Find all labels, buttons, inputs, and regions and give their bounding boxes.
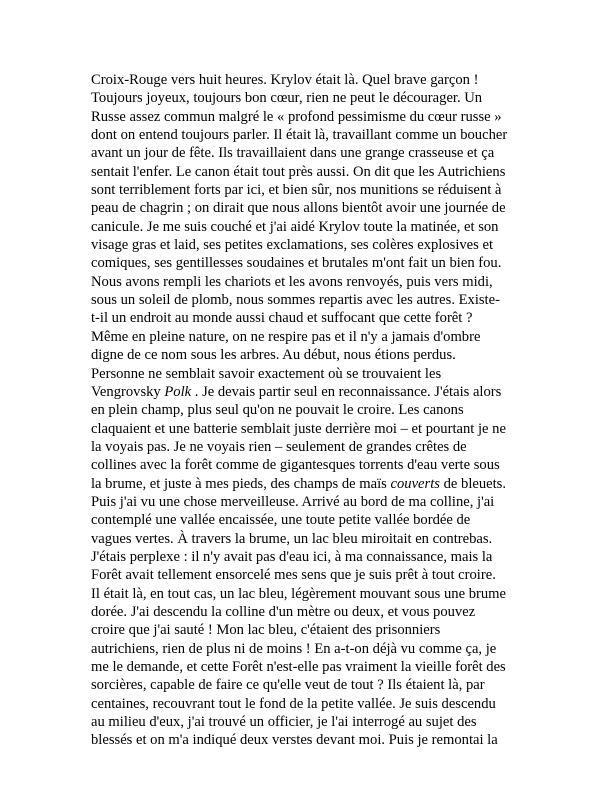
text-line: sous un soleil de plomb, nous sommes repartis avec les autres. Existe- bbox=[91, 292, 500, 309]
text-line: Croix-Rouge vers huit heures. Krylov était là. Quel brave garçon ! bbox=[91, 72, 479, 88]
text-line: Nous avons rempli les chariots et les avons renvoyés, puis vers midi, bbox=[91, 273, 493, 290]
text-line: croire que j'ai sauté ! Mon lac bleu, c'étaient des prisonniers bbox=[91, 622, 441, 639]
text-line: comiques, ses gentillesses soudaines et brutales m'ont fait un bien fou. bbox=[91, 255, 502, 272]
text-line: collines avec la forêt comme de gigantesques torrents d'eau verte sous bbox=[91, 457, 500, 474]
text-line: en plein champ, plus seul qu'on ne pouvait le croire. Les canons bbox=[91, 402, 464, 419]
text-line: la voyais pas. Je ne voyais rien – seulement de grandes crêtes de bbox=[91, 438, 467, 455]
text-line: canicule. Je me suis couché et j'ai aidé Krylov toute la matinée, et son bbox=[91, 218, 499, 235]
text-line: Forêt avait tellement ensorcelé mes sens que je suis prêt à tout croire. bbox=[91, 567, 496, 584]
text-line: Russe assez commun malgré le « profond pessimisme du cœur russe » bbox=[91, 108, 502, 125]
text-line: me le demande, et cette Forêt n'est-elle pas vraiment la vieille forêt des bbox=[91, 659, 506, 675]
text-line: J'étais perplexe : il n'y avait pas d'eau ici, à ma connaissance, mais la bbox=[91, 548, 493, 565]
text-line: t-il un endroit au monde aussi chaud et suffocant que cette forêt ? bbox=[91, 310, 473, 327]
text-line: peau de chagrin ; on dirait que nous allons bientôt avoir une journée de bbox=[91, 200, 506, 217]
text-line: Même en pleine nature, on ne respire pas et il n'y a jamais d'ombre bbox=[91, 328, 481, 345]
text-line: dont on entend toujours parler. Il était là, travaillant comme un boucher bbox=[91, 127, 508, 144]
text-line: digne de ce nom sous les arbres. Au début, nous étions perdus. bbox=[91, 347, 456, 364]
text-line: Puis j'ai vu une chose merveilleuse. Arrivé au bord de ma colline, j'ai bbox=[91, 493, 495, 510]
text-segment: Vengrovsky bbox=[91, 383, 165, 400]
text-segment: . Je devais partir seul en reconnaissance. J'étais alors bbox=[191, 383, 502, 400]
text-line: visage gras et laid, ses petites exclamations, ses colères explosives et bbox=[91, 237, 494, 254]
text-line: Personne ne semblait savoir exactement où se trouvaient les bbox=[91, 365, 442, 382]
italic-word: couverts bbox=[390, 475, 440, 492]
text-line: sont terriblement forts par ici, et bien sûr, nos munitions se réduisent à bbox=[91, 182, 502, 199]
text-line: Il était là, en tout cas, un lac bleu, légèrement mouvant sous une brume bbox=[91, 585, 506, 602]
text-line: dorée. J'ai descendu la colline d'un mètre ou deux, et vous pouvez bbox=[91, 603, 476, 620]
text-line: autrichiens, rien de plus ni de moins ! En a-t-on déjà vu comme ça, je bbox=[91, 640, 497, 657]
text-line: centaines, recouvrant tout le fond de la petite vallée. Je suis descendu bbox=[91, 695, 496, 712]
italic-word: Polk bbox=[164, 383, 192, 400]
text-line: blessés et on m'a indiqué deux verstes devant moi. Puis je remontai la bbox=[91, 732, 498, 749]
text-line: vagues vertes. À travers la brume, un lac bleu miroitait en contrebas. bbox=[91, 530, 493, 547]
text-line bbox=[91, 475, 531, 493]
text-segment: la brume, et juste à mes pieds, des champs de maïs bbox=[91, 475, 391, 492]
text-line: claquaient et une batterie semblait juste derrière moi – et pourtant je ne bbox=[91, 420, 506, 437]
text-line: Toujours joyeux, toujours bon cœur, rien ne peut le décourager. Un bbox=[91, 90, 483, 107]
body-text bbox=[91, 71, 531, 750]
text-line: sentait l'enfer. Le canon était tout près aussi. On dit que les Autrichiens bbox=[91, 163, 506, 180]
text-line: avant un jour de fête. Ils travaillaient dans une grange crasseuse et ça bbox=[91, 145, 495, 162]
text-line: au milieu d'eux, j'ai trouvé un officier, je l'ai interrogé au sujet des bbox=[91, 714, 477, 731]
text-line: contemplé une vallée encaissée, une toute petite vallée bordée de bbox=[91, 512, 471, 529]
text-line bbox=[91, 383, 531, 401]
text-segment: de bleuets. bbox=[439, 475, 507, 492]
text-line: sorcières, capable de faire ce qu'elle veut de tout ? Ils étaient là, par bbox=[91, 677, 485, 694]
